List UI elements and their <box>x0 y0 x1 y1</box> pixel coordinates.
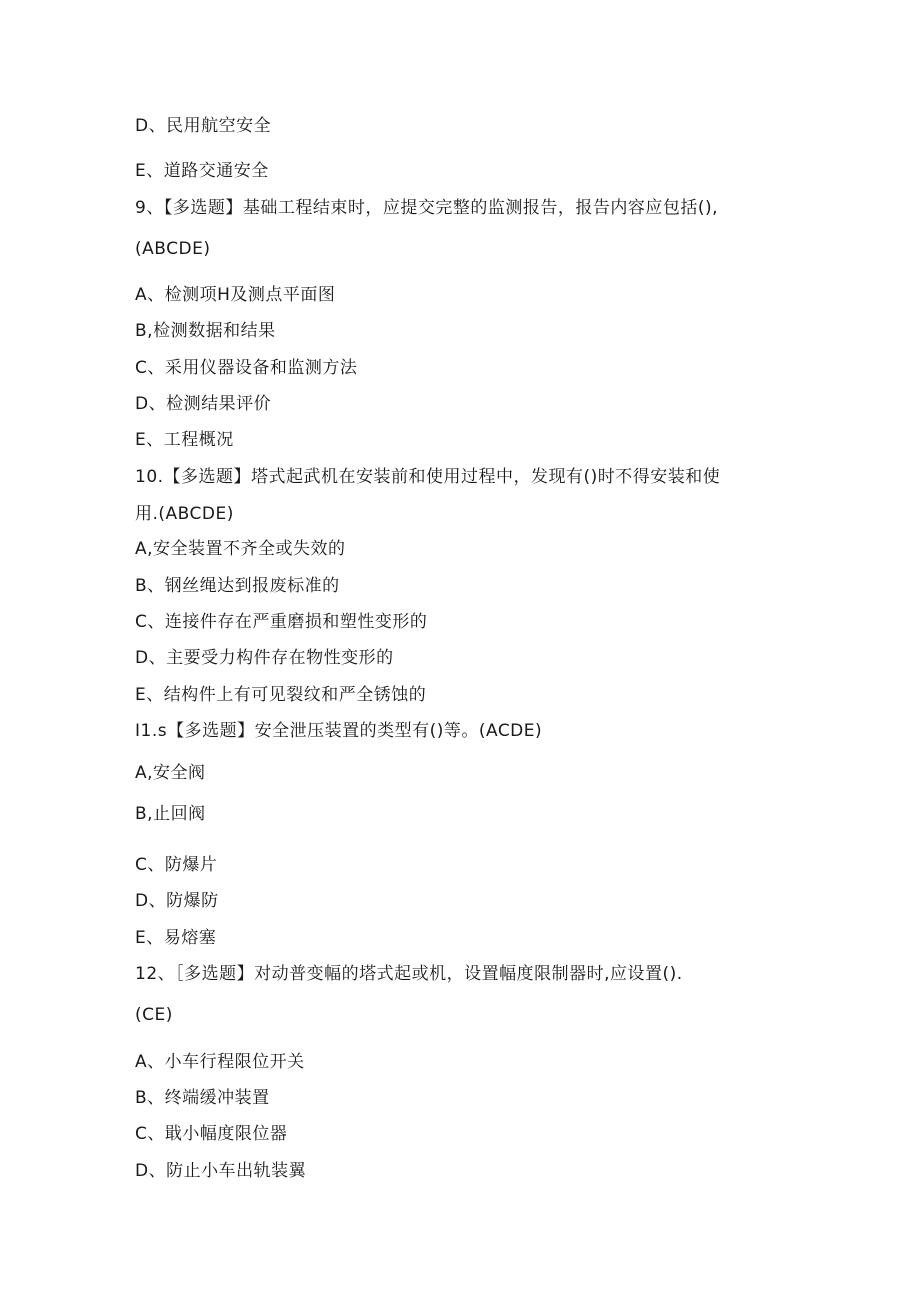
q12-option-d: D、防止小车出轨装翼 <box>135 1161 307 1181</box>
question-10: 10.【多选题】塔式起武机在安装前和使用过程中，发现有()时不得安装和使 <box>135 467 721 487</box>
question-9-answer: (ABCDE) <box>135 239 211 259</box>
q9-option-c: C、采用仪器设备和监测方法 <box>135 358 358 378</box>
q11-option-e: E、易熔塞 <box>135 928 217 948</box>
q10-option-a: A,安全装置不齐全或失效的 <box>135 539 346 559</box>
q10-option-e: E、结构件上有可见裂纹和严全锈蚀的 <box>135 685 427 705</box>
option-d-civil-aviation: D、民用航空安全 <box>135 116 272 136</box>
question-12: 12、［多选题】对动普变幅的塔式起或机，设置幅度限制器时,应设置(). <box>135 964 683 984</box>
q11-option-d: D、防爆防 <box>135 891 219 911</box>
q11-option-c: C、防爆片 <box>135 855 218 875</box>
q10-option-d: D、主要受力构件存在物性变形的 <box>135 648 394 668</box>
q9-option-b: B,检测数据和结果 <box>135 321 276 341</box>
q12-option-c: C、戢小幅度限位器 <box>135 1124 288 1144</box>
q9-option-a: A、检测项H及测点平面图 <box>135 285 336 305</box>
q11-option-b: B,止回阀 <box>135 804 206 824</box>
q11-option-a: A,安全阀 <box>135 763 206 783</box>
q10-option-b: B、钢丝绳达到报废标准的 <box>135 576 340 596</box>
option-e-road-traffic: E、道路交通安全 <box>135 161 269 181</box>
question-9: 9、【多选题】基础工程结束时，应提交完整的监测报告，报告内容应包括(), <box>135 198 718 218</box>
question-12-answer: (CE) <box>135 1005 173 1025</box>
q10-option-c: C、连接件存在严重磨损和塑性变形的 <box>135 612 428 632</box>
q9-option-d: D、检测结果评价 <box>135 394 272 414</box>
q12-option-a: A、小车行程限位开关 <box>135 1052 305 1072</box>
question-10-continued: 用.(ABCDE) <box>135 504 234 524</box>
question-11: I1.s【多选题】安全泄压装置的类型有()等。(ACDE) <box>135 721 543 741</box>
q12-option-b: B、终端缓冲装置 <box>135 1088 270 1108</box>
q9-option-e: E、工程概况 <box>135 430 234 450</box>
